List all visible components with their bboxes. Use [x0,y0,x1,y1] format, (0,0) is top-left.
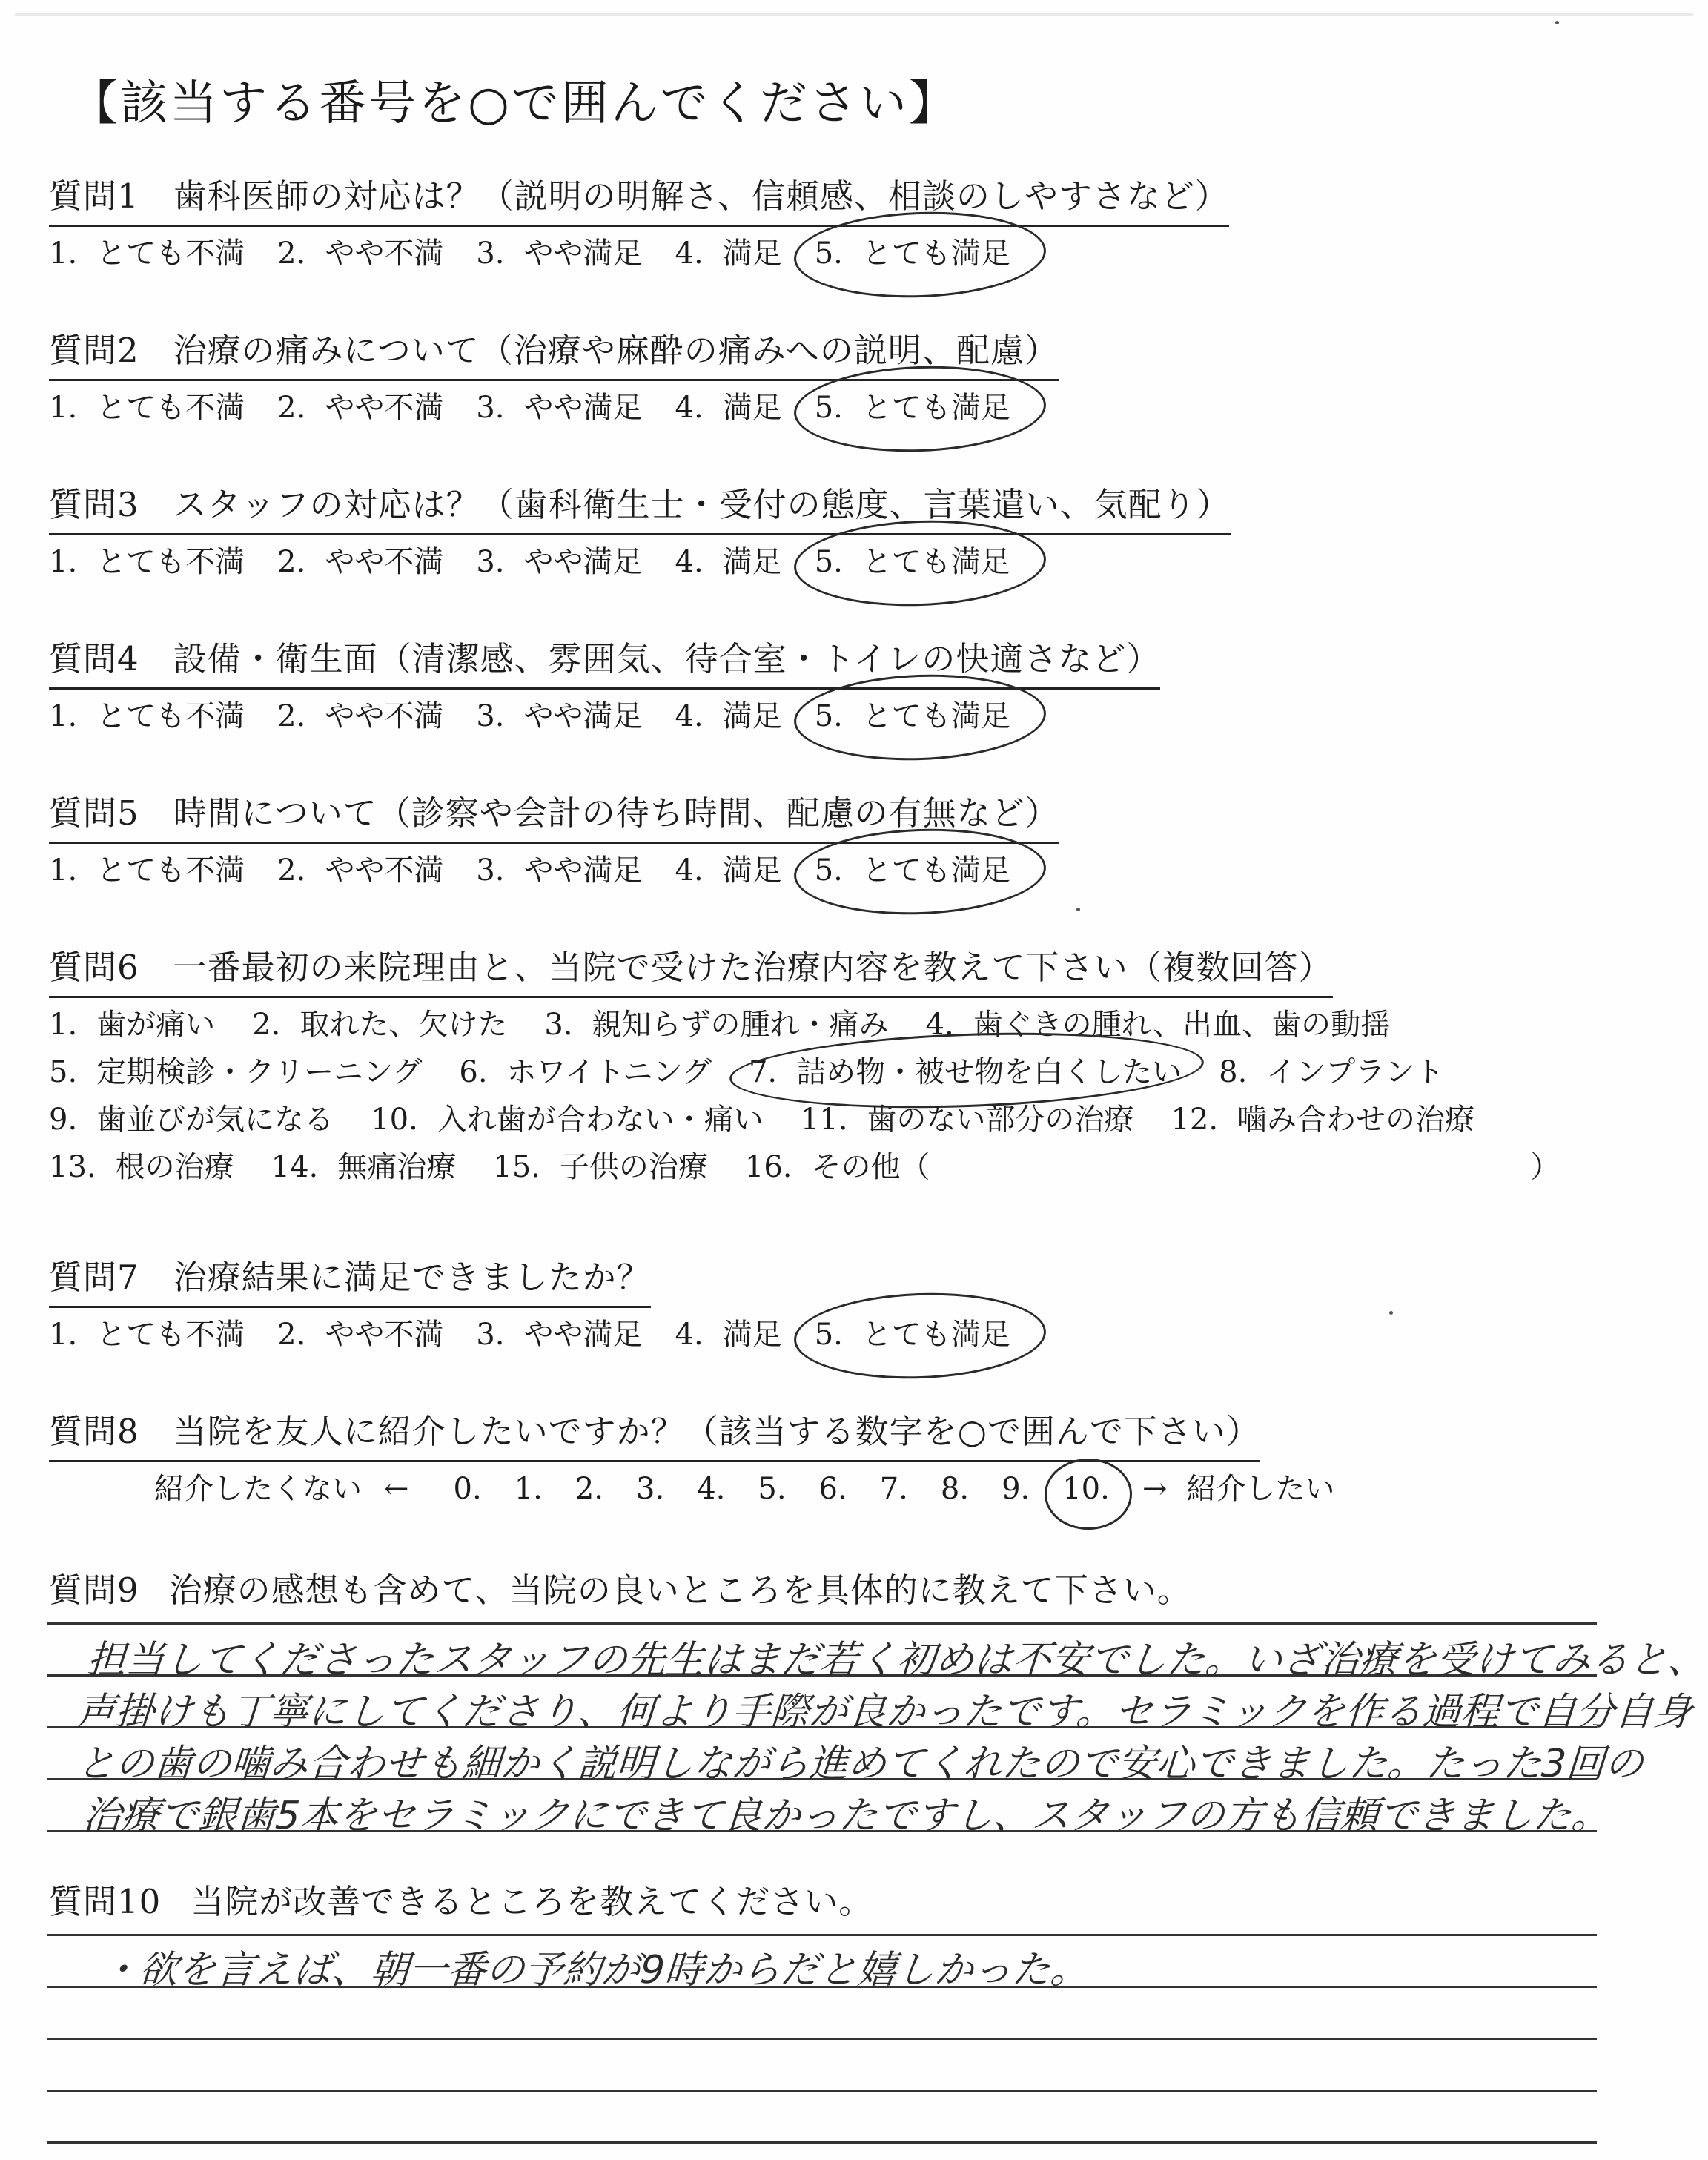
q6-option-8[interactable]: 8. インプラント [1219,1055,1445,1089]
q6-option-13[interactable]: 13. 根の治療 [49,1150,234,1184]
question-7-number: 質問7 [49,1258,139,1297]
question-1-text: 歯科医師の対応は？（説明の明解さ、信頼感、相談のしやすさなど） [173,176,1229,216]
q10-answer-line-5 [47,2141,1597,2144]
q1-option-5-circled[interactable]: 5. とても満足 [815,230,1010,272]
question-3-number: 質問3 [49,485,139,524]
q6-option-10[interactable]: 10. 入れ歯が合わない・痛い [371,1103,764,1137]
question-9-text: 治療の感想も含めて、当院の良いところを具体的に教えて下さい。 [168,1571,1191,1610]
q8-value-7[interactable]: 7. [879,1472,908,1506]
q4-option-1[interactable]: 1. とても不満 [49,699,245,733]
q6-option-15[interactable]: 15. 子供の治療 [493,1150,708,1184]
question-1-title [49,169,1229,227]
q8-value-10-circled[interactable]: 10. [1062,1472,1110,1506]
q6-option-3[interactable]: 3. 親知らずの腫れ・痛み [544,1008,889,1042]
q3-option-1[interactable]: 1. とても不満 [49,545,245,579]
q3-option-5-circled[interactable]: 5. とても満足 [815,538,1010,581]
question-4-text: 設備・衛生面（清潔感、雰囲気、待合室・トイレの快適さなど） [173,639,1161,678]
q8-value-1[interactable]: 1. [514,1472,543,1506]
q10-answer-line-3 [47,2038,1597,2040]
q8-right-label: 紹介したい [1186,1472,1335,1506]
q3-option-3[interactable]: 3. やや満足 [476,545,643,579]
q1-option-2[interactable]: 2. やや不満 [277,237,444,271]
q7-option-1[interactable]: 1. とても不満 [49,1318,245,1352]
right-arrow-icon: → [1142,1472,1168,1506]
q8-value-4[interactable]: 4. [697,1472,726,1506]
q4-option-3[interactable]: 3. やや満足 [476,699,643,733]
question-6-text: 一番最初の来院理由と、当院で受けた治療内容を教えて下さい（複数回答） [173,948,1333,987]
q8-left-label: 紹介したくない [154,1472,362,1506]
q9-handwritten-answer-3: との歯の噛み合わせも細かく説明しながら進めてくれたので安心できました。たった3回の [75,1742,1645,1786]
q2-option-2[interactable]: 2. やや不満 [277,391,444,425]
q6-option-12[interactable]: 12. 噛み合わせの治療 [1171,1103,1475,1137]
question-3-title [49,478,1231,535]
q3-option-4[interactable]: 4. 満足 [675,545,782,579]
q6-row-2 [49,1048,1481,1091]
question-4-number: 質問4 [49,639,139,678]
question-3-text: スタッフの対応は？（歯科衛生士・受付の態度、言葉遣い、気配り） [173,485,1231,524]
q7-option-3[interactable]: 3. やや満足 [476,1318,643,1352]
q7-option-2[interactable]: 2. やや不満 [277,1318,444,1352]
q9-handwritten-answer-4: 治療で銀歯5本をセラミックにできて良かったですし、スタッフの方も信頼できました。 [81,1794,1612,1838]
page-title: 【該当する番号を○で囲んでください】 [70,76,959,131]
q2-option-4[interactable]: 4. 満足 [675,391,782,425]
q5-option-1[interactable]: 1. とても不満 [49,853,245,888]
q6-option-2[interactable]: 2. 取れた、欠けた [252,1008,508,1042]
scan-speck [1389,1311,1393,1315]
q6-row-4 [49,1143,1560,1186]
q5-option-2[interactable]: 2. やや不満 [277,853,444,888]
q6-option-16[interactable]: 16. その他（ [744,1150,930,1184]
q1-option-3[interactable]: 3. やや満足 [476,237,643,271]
q6-row-1 [49,1001,1427,1043]
question-8-text: 当院を友人に紹介したいですか？（該当する数字を○で囲んで下さい） [173,1412,1260,1451]
q9-answer-line-1 [47,1622,1597,1625]
question-10-title [49,1875,873,1923]
q1-option-4[interactable]: 4. 満足 [675,237,782,271]
question-1-number: 質問1 [49,176,139,216]
q8-value-8[interactable]: 8. [940,1472,970,1506]
q2-option-3[interactable]: 3. やや満足 [476,391,643,425]
q7-option-4[interactable]: 4. 満足 [675,1318,782,1352]
question-5-number: 質問5 [49,793,139,833]
scan-speck [1076,908,1080,911]
q6-option-6[interactable]: 6. ホワイトニング [459,1055,712,1089]
question-1-options [49,230,1043,272]
question-5-options [49,847,1043,889]
q6-option-14[interactable]: 14. 無痛治療 [271,1150,457,1184]
question-2-text: 治療の痛みについて（治療や麻酔の痛みへの説明、配慮） [173,331,1059,370]
q8-value-6[interactable]: 6. [818,1472,847,1506]
question-2-options [49,384,1043,426]
question-4-options [49,693,1043,735]
question-2-number: 質問2 [49,331,139,370]
question-8-number: 質問8 [49,1412,139,1451]
q9-handwritten-answer-1: 担当してくださったスタッフの先生はまだ若く初めは不安でした。いざ治療を受けてみると、 [85,1638,1708,1682]
q8-value-5[interactable]: 5. [758,1472,787,1506]
question-6-number: 質問6 [49,948,139,987]
q6-option-7-circled[interactable]: 7. 詰め物・被せ物を白くしたい [749,1048,1182,1091]
q1-option-1[interactable]: 1. とても不満 [49,237,245,271]
q5-option-5-circled[interactable]: 5. とても満足 [815,847,1010,889]
q4-option-2[interactable]: 2. やや不満 [277,699,444,733]
q2-option-5-circled[interactable]: 5. とても満足 [815,384,1010,426]
scan-edge [15,13,1693,16]
question-10-number: 質問10 [49,1882,162,1921]
q6-option-1[interactable]: 1. 歯が痛い [49,1008,216,1042]
q6-option-9[interactable]: 9. 歯並びが気になる [49,1103,334,1137]
scan-speck [1555,21,1559,24]
question-3-options [49,538,1043,581]
q7-option-5-circled[interactable]: 5. とても満足 [815,1311,1010,1353]
q8-scale-row [154,1465,1357,1507]
q6-other-close-paren: ） [1530,1150,1560,1184]
question-7-title [49,1250,651,1308]
q8-value-2[interactable]: 2. [575,1472,604,1506]
q9-handwritten-answer-2: 声掛けも丁寧にしてくださり、何より手際が良かったです。セラミックを作る過程で自分自身 [75,1690,1694,1734]
q5-option-4[interactable]: 4. 満足 [675,853,782,888]
question-5-text: 時間について（診察や会計の待ち時間、配慮の有無など） [173,793,1059,833]
question-8-title [49,1404,1260,1462]
question-10-text: 当院が改善できるところを教えてください。 [191,1882,873,1921]
q5-option-3[interactable]: 3. やや満足 [476,853,643,888]
q6-option-11[interactable]: 11. 歯のない部分の治療 [800,1103,1134,1137]
question-9-number: 質問9 [49,1571,139,1610]
q10-answer-line-4 [47,2090,1597,2092]
q10-answer-line-1 [47,1934,1597,1936]
left-arrow-icon: ← [384,1472,409,1506]
q6-row-3 [49,1096,1512,1138]
question-7-options [49,1311,1043,1353]
question-9-title [49,1563,1191,1611]
q2-option-1[interactable]: 1. とても不満 [49,391,245,425]
q8-value-9[interactable]: 9. [1002,1472,1030,1506]
q6-option-5[interactable]: 5. 定期検診・クリーニング [49,1055,423,1089]
q4-option-4[interactable]: 4. 満足 [675,699,782,733]
q8-value-0[interactable]: 0. [453,1472,482,1506]
question-6-title [49,940,1333,998]
q3-option-2[interactable]: 2. やや不満 [277,545,444,579]
q8-value-3[interactable]: 3. [636,1472,665,1506]
q10-handwritten-answer-1: ・欲を言えば、朝一番の予約が9時からだと嬉しかった。 [99,1948,1090,1992]
question-7-text: 治療結果に満足できましたか？ [173,1258,651,1297]
q6-option-4[interactable]: 4. 歯ぐきの腫れ、出血、歯の動揺 [925,1008,1391,1042]
q4-option-5-circled[interactable]: 5. とても満足 [815,693,1010,735]
